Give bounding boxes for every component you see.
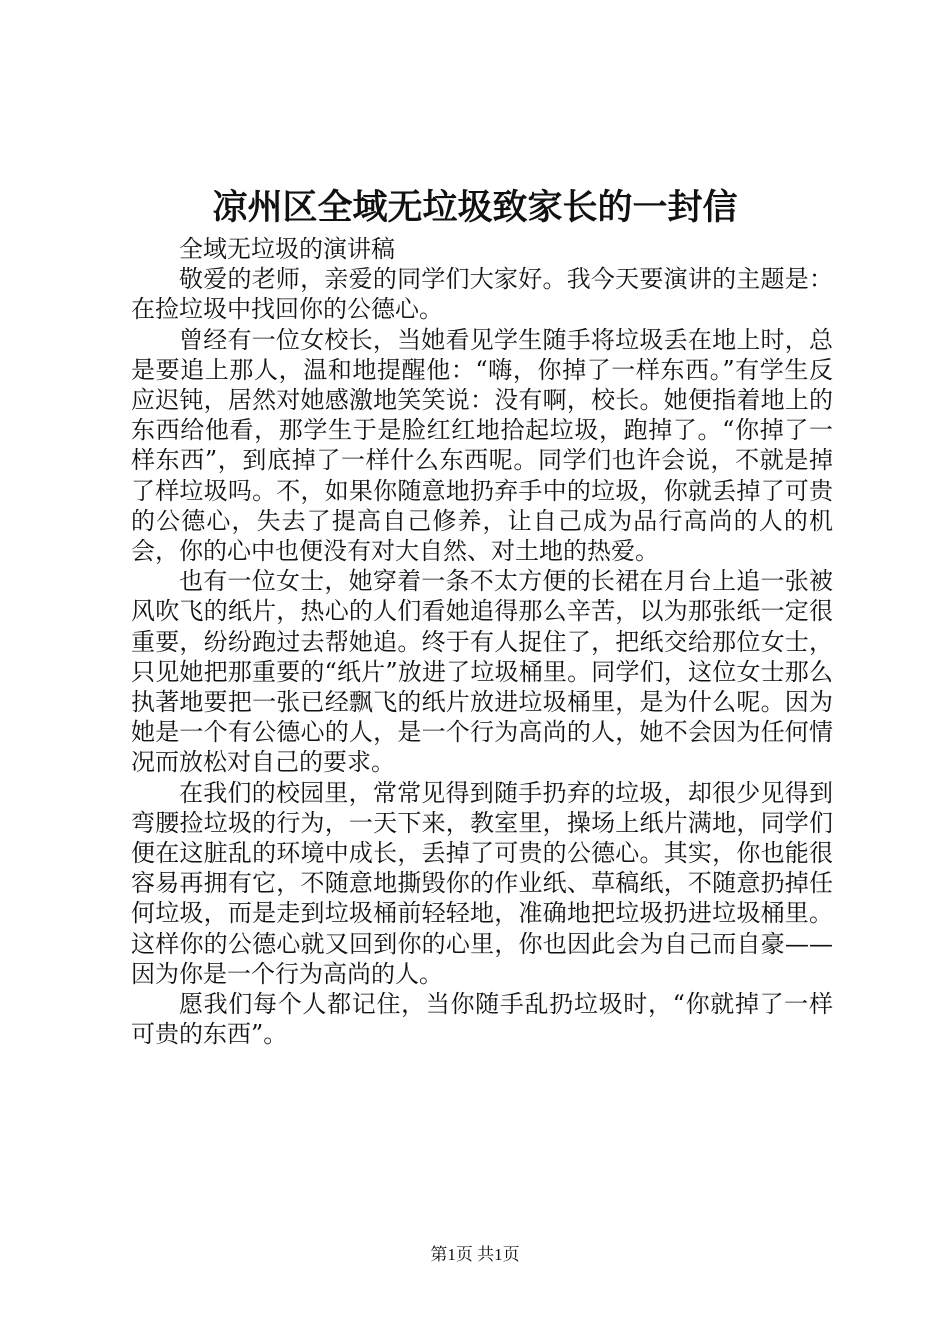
document-title: 凉州区全域无垃圾致家长的一封信 (212, 187, 738, 228)
page-footer: 第1页 共1页 (430, 1245, 520, 1264)
paragraph-closing: 愿我们每个人都记住，当你随手乱扔垃圾时，“你就掉了一样可贵的东西”。 (131, 990, 833, 1049)
paragraph-lady-story: 也有一位女士，她穿着一条不太方便的长裙在月台上追一张被风吹飞的纸片，热心的人们看她追得那么辛苦，以为那张纸一定很重要，纷纷跑过去帮她追。终于有人捉住了，把纸交给那位女士，只见她把那重要的“纸片”放进了垃圾桶里。同学们，这位女士那么执著地要把一张已经飘飞的纸片放进垃圾桶里，是为什么呢。因为她是一个有公德心的人，是一个行为高尚的人，她不会因为任何情况而放松对自己的要求。 (131, 567, 833, 777)
paragraph-principal-story: 曾经有一位女校长，当她看见学生随手将垃圾丢在地上时，总是要追上那人，温和地提醒他：“嗨，你掉了一样东西。”有学生反应迟钝，居然对她感激地笑笑说：没有啊，校长。她便指着地上的东西给他看，那学生于是脸红红地拾起垃圾，跑掉了。“你掉了一样东西”，到底掉了一样什么东西呢。同学们也许会说，不就是掉了样垃圾吗。不，如果你随意地扔弃手中的垃圾，你就丢掉了可贵的公德心，失去了提高自己修养，让自己成为品行高尚的人的机会，你的心中也便没有对大自然、对土地的热爱。 (131, 325, 833, 566)
document-body (131, 234, 833, 1049)
paragraph-greeting: 敬爱的老师，亲爱的同学们大家好。我今天要演讲的主题是：在捡垃圾中找回你的公德心。 (131, 265, 833, 324)
paragraph-subtitle: 全域无垃圾的演讲稿 (179, 235, 395, 263)
paragraph-campus: 在我们的校园里，常常见得到随手扔弃的垃圾，却很少见得到弯腰捡垃圾的行为，一天下来，教室里，操场上纸片满地，同学们便在这脏乱的环境中成长，丢掉了可贵的公德心。其实，你也能很容易再拥有它，不随意地撕毁你的作业纸、草稿纸，不随意扔掉任何垃圾，而是走到垃圾桶前轻轻地，准确地把垃圾扔进垃圾桶里。这样你的公德心就又回到你的心里，你也因此会为自己而自豪——因为你是一个行为高尚的人。 (131, 778, 833, 988)
